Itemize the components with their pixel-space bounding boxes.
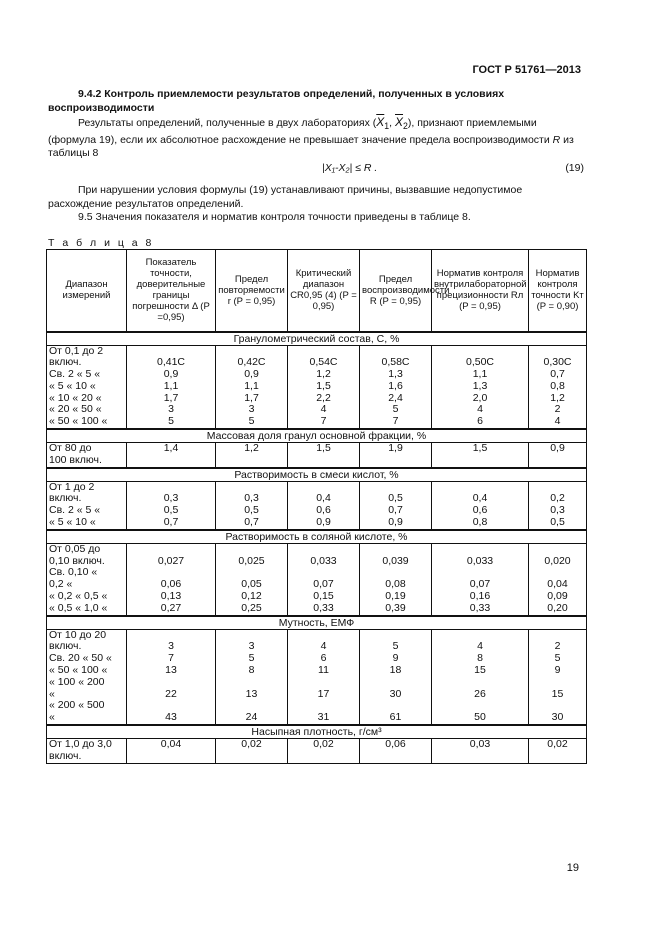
value-line: 0,5 xyxy=(550,516,565,529)
x2-symbol: $\overline{X}$ xyxy=(395,115,404,129)
value-line: 0,6 xyxy=(472,504,488,517)
range-line: « 5 « 10 « xyxy=(49,516,96,529)
value-line: 0,4 xyxy=(472,492,488,505)
value-line: 8 xyxy=(477,652,483,665)
group-title: Гранулометрический состав, С, % xyxy=(47,332,587,346)
value-line xyxy=(531,544,584,556)
value-line: 13 xyxy=(245,687,258,700)
header-reproducibility: Предел воспроизводимости R (P = 0,95) xyxy=(360,250,432,332)
value-line: 0,06 xyxy=(385,738,406,751)
range-line: Св. 0,10 « xyxy=(49,566,98,579)
value-line xyxy=(434,544,526,556)
value-cell xyxy=(288,543,360,615)
value-line: 30 xyxy=(389,687,402,700)
value-line: 0,12 xyxy=(241,590,262,603)
value-line: 0,41С xyxy=(156,356,186,369)
group-values-row xyxy=(47,481,587,530)
value-line: 0,58С xyxy=(381,356,410,369)
value-line: 0,16 xyxy=(469,590,491,603)
value-line: 1,3 xyxy=(388,368,403,381)
value-cell xyxy=(529,345,587,429)
value-line: 0,9 xyxy=(550,442,565,455)
value-line: 0,39 xyxy=(385,601,406,614)
value-line: 7 xyxy=(320,415,327,428)
value-cell xyxy=(216,739,288,764)
value-line: 15 xyxy=(474,664,486,677)
group-header-row xyxy=(47,332,587,346)
value-line: 1,1 xyxy=(472,368,488,381)
value-line: 0,2 xyxy=(550,492,565,505)
section-9-4-2-paragraph: Результаты определений, полученные в двух лабораториях ($\overline{X}_1$, $\overline{X}_2$), признают приемлемыми (формула 19), если их абсолютное расхождение не превышает значение предела воспроизводимости R из таблицы 8 xyxy=(48,115,574,160)
value-line: 15 xyxy=(551,687,564,700)
value-cell xyxy=(360,345,432,429)
value-line: 0,7 xyxy=(550,368,565,381)
value-line: 1,9 xyxy=(388,442,403,455)
value-line: 6 xyxy=(477,415,483,428)
group-values-row xyxy=(47,543,587,615)
header-repeatability: Предел повторяемости r (P = 0,95) xyxy=(216,250,288,332)
value-line: 0,9 xyxy=(244,368,259,381)
value-line: 0,3 xyxy=(163,492,179,505)
value-cell xyxy=(529,443,587,468)
value-line: 0,42С xyxy=(237,356,266,369)
x2-subscript: 2 xyxy=(403,121,408,132)
value-cell xyxy=(216,443,288,468)
value-line: 0,09 xyxy=(547,590,568,603)
value-line: 18 xyxy=(389,664,402,677)
value-line: 17 xyxy=(317,687,330,700)
value-line: 1,4 xyxy=(163,442,179,455)
value-line: 5 xyxy=(554,652,561,665)
group-values-row xyxy=(47,345,587,429)
value-line: 0,33 xyxy=(313,601,334,614)
value-line: 0,04 xyxy=(160,738,182,751)
value-line: 5 xyxy=(248,415,255,428)
x1-symbol: $\overline{X}$ xyxy=(376,115,385,129)
value-line: 5 xyxy=(392,403,399,416)
value-line: 0,19 xyxy=(385,590,406,603)
value-line: 0,20 xyxy=(547,601,568,614)
range-line: От 80 до xyxy=(49,442,92,455)
value-cell xyxy=(360,481,432,530)
value-line: 7 xyxy=(392,415,399,428)
range-line: От 1,0 до 3,0 xyxy=(49,738,112,751)
value-line: 1,5 xyxy=(472,442,488,455)
value-line: 0,27 xyxy=(160,601,182,614)
value-line: 1,5 xyxy=(316,379,331,392)
value-cell xyxy=(216,481,288,530)
value-cell xyxy=(529,629,587,725)
value-line: 3 xyxy=(248,403,255,416)
range-cell xyxy=(47,543,127,615)
value-cell xyxy=(432,345,529,429)
value-cell xyxy=(216,543,288,615)
paragraph-text-a: Результаты определений, полученные в двух лабораториях ( xyxy=(78,117,377,129)
value-line: 1,7 xyxy=(244,391,259,404)
table-8 xyxy=(46,249,587,764)
value-line: 0,033 xyxy=(466,554,494,567)
value-line: 0,08 xyxy=(385,578,406,591)
group-values-row xyxy=(47,629,587,725)
value-line: 5 xyxy=(248,652,255,665)
value-line: 2 xyxy=(554,403,561,416)
group-title: Растворимость в смеси кислот, % xyxy=(47,468,587,482)
range-line: « 50 « 100 « xyxy=(49,664,108,677)
value-cell xyxy=(432,629,529,725)
value-line xyxy=(531,677,584,689)
value-cell xyxy=(127,629,216,725)
value-cell xyxy=(360,629,432,725)
value-line xyxy=(362,677,429,689)
value-cell xyxy=(432,481,529,530)
value-cell xyxy=(529,481,587,530)
range-line: 0,2 « xyxy=(49,578,73,591)
value-cell xyxy=(432,739,529,764)
value-line: 5 xyxy=(392,640,399,653)
value-cell xyxy=(288,481,360,530)
value-line: 8 xyxy=(248,664,255,677)
range-cell xyxy=(47,443,127,468)
value-line: 0,3 xyxy=(550,504,565,517)
value-cell xyxy=(529,543,587,615)
range-cell xyxy=(47,739,127,764)
header-accuracy-control: Норматив контроля точности Kт (P = 0,90) xyxy=(529,250,587,332)
value-line: 0,50С xyxy=(465,356,495,369)
value-line: 31 xyxy=(317,711,330,724)
r-symbol: R xyxy=(552,133,561,146)
value-line: 2,2 xyxy=(316,391,331,404)
value-line: 0,027 xyxy=(157,554,185,567)
range-line: « 20 « 50 « xyxy=(49,403,102,416)
value-line: 0,54С xyxy=(309,356,338,369)
x1-subscript: 1 xyxy=(384,121,390,132)
value-line: 1,5 xyxy=(316,442,331,455)
value-line: 0,02 xyxy=(313,738,334,751)
value-line: 5 xyxy=(168,415,174,428)
group-title: Мутность, ЕМФ xyxy=(47,616,587,630)
paragraph-text-b: ), признают приемлемыми (формула 19), если их абсолютное расхождение не превышает значение предела воспроизводимости xyxy=(48,117,550,146)
value-line: 2,0 xyxy=(472,391,488,404)
value-line: 0,5 xyxy=(388,492,403,505)
range-line: включ. xyxy=(49,492,82,505)
value-line: 1,2 xyxy=(550,391,565,404)
value-line: 1,2 xyxy=(244,442,259,455)
range-line: включ. xyxy=(49,356,82,369)
value-line: 4 xyxy=(320,403,327,416)
group-header-row xyxy=(47,725,587,739)
value-line: 1,3 xyxy=(472,379,488,392)
value-line: 7 xyxy=(168,652,174,665)
value-line: 0,13 xyxy=(160,590,182,603)
range-line: « 50 « 100 « xyxy=(49,415,108,428)
formula-number: (19) xyxy=(565,162,584,174)
value-line: 1,2 xyxy=(316,368,331,381)
range-line: « 0,5 « 1,0 « xyxy=(49,601,108,614)
value-cell xyxy=(360,739,432,764)
value-line: 2 xyxy=(554,640,561,653)
value-line: 13 xyxy=(165,664,177,677)
range-cell xyxy=(47,481,127,530)
value-line: 9 xyxy=(554,664,561,677)
value-line xyxy=(218,677,285,689)
group-header-row xyxy=(47,616,587,630)
value-line xyxy=(434,677,526,689)
value-line: 0,9 xyxy=(388,516,403,529)
header-critical-range: Критический диапазон CR0,95 (4) (P = 0,95) xyxy=(288,250,360,332)
value-cell xyxy=(127,739,216,764)
range-line: « xyxy=(49,711,55,724)
value-line xyxy=(290,677,357,689)
value-line: 30 xyxy=(551,711,564,724)
range-line: Св. 20 « 50 « xyxy=(49,652,112,665)
value-line: 0,30С xyxy=(543,356,572,369)
value-line: 0,06 xyxy=(160,578,182,591)
value-cell xyxy=(127,345,216,429)
value-cell xyxy=(360,543,432,615)
value-line xyxy=(362,544,429,556)
group-title: Насыпная плотность, г/см³ xyxy=(47,725,587,739)
value-cell xyxy=(127,543,216,615)
value-cell xyxy=(127,443,216,468)
document-header: ГОСТ Р 51761—2013 xyxy=(472,64,581,76)
value-line: 3 xyxy=(248,640,255,653)
value-cell xyxy=(216,629,288,725)
value-line xyxy=(129,544,213,556)
value-line: 0,07 xyxy=(469,578,491,591)
value-line: 0,04 xyxy=(547,578,568,591)
value-cell xyxy=(288,739,360,764)
range-line: От 10 до 20 xyxy=(49,628,107,641)
header-range: Диапазон измерений xyxy=(47,250,127,332)
value-line: 24 xyxy=(245,711,258,724)
value-line: 1,7 xyxy=(163,391,179,404)
value-cell xyxy=(288,629,360,725)
value-cell xyxy=(288,443,360,468)
value-line: 0,07 xyxy=(313,578,334,591)
value-line: 0,7 xyxy=(388,504,403,517)
section-9-4-2-paragraph-2: При нарушении условия формулы (19) устанавливают причины, вызвавшие недопустимое расхождение результатов определений. xyxy=(48,184,523,210)
range-line: Св. 2 « 5 « xyxy=(49,504,101,517)
group-title: Массовая доля гранул основной фракции, % xyxy=(47,429,587,443)
group-header-row xyxy=(47,468,587,482)
value-cell xyxy=(127,481,216,530)
range-line: включ. xyxy=(49,640,82,653)
value-line: 3 xyxy=(168,403,174,416)
value-line: 0,4 xyxy=(316,492,331,505)
value-line: 0,025 xyxy=(238,554,265,567)
value-line: 0,033 xyxy=(310,554,337,567)
value-cell xyxy=(216,345,288,429)
value-line xyxy=(290,544,357,556)
range-line: включ. xyxy=(49,749,82,762)
value-line: 0,3 xyxy=(244,492,259,505)
group-values-row xyxy=(47,739,587,764)
value-line: 0,02 xyxy=(547,738,568,751)
range-line: 0,10 включ. xyxy=(49,554,105,567)
value-line: 50 xyxy=(474,711,486,724)
range-line: « 10 « 20 « xyxy=(49,391,102,404)
formula-19: |X₁-X₂| ≤ R . xyxy=(322,162,378,174)
range-line: От 1 до 2 xyxy=(49,480,95,493)
value-line: 1,6 xyxy=(388,379,403,392)
value-line: 6 xyxy=(320,652,327,665)
value-cell xyxy=(432,443,529,468)
section-9-5-paragraph: 9.5 Значения показателя и норматив контроля точности приведены в таблице 8. xyxy=(78,211,471,223)
value-line: 0,03 xyxy=(469,738,491,751)
value-line: 0,6 xyxy=(316,504,331,517)
value-line: 4 xyxy=(477,403,483,416)
value-line: 61 xyxy=(389,711,402,724)
value-line: 0,7 xyxy=(163,516,179,529)
value-line: 2,4 xyxy=(388,391,403,404)
value-line: 4 xyxy=(320,640,327,653)
header-intralab-precision: Норматив контроля внутрилабораторной прецизионности Rл (P = 0,95) xyxy=(432,250,529,332)
value-line: 0,9 xyxy=(316,516,331,529)
range-cell xyxy=(47,629,127,725)
range-line: « xyxy=(49,687,55,700)
range-line: От 0,05 до xyxy=(49,542,101,555)
value-line: 0,02 xyxy=(241,738,262,751)
value-line: 0,5 xyxy=(244,504,259,517)
header-accuracy: Показатель точности, доверительные границы погрешности Δ (P =0,95) xyxy=(127,250,216,332)
value-line: 22 xyxy=(165,687,177,700)
value-line: 0,039 xyxy=(382,554,409,567)
paragraph-text-c: из таблицы 8 xyxy=(48,133,574,160)
value-line: 0,33 xyxy=(469,601,491,614)
value-line: 4 xyxy=(554,415,561,428)
range-line: « 5 « 10 « xyxy=(49,379,96,392)
value-line: 9 xyxy=(392,652,399,665)
value-line xyxy=(129,677,213,689)
range-line: « 200 « 500 xyxy=(49,699,105,712)
value-line: 0,15 xyxy=(313,590,334,603)
value-cell xyxy=(360,443,432,468)
range-cell xyxy=(47,345,127,429)
value-line: 0,25 xyxy=(241,601,262,614)
table-caption: Т а б л и ц а 8 xyxy=(48,237,154,249)
group-title: Растворимость в соляной кислоте, % xyxy=(47,530,587,544)
group-header-row xyxy=(47,429,587,443)
value-line: 1,1 xyxy=(244,379,259,392)
range-line: 100 включ. xyxy=(49,453,102,466)
value-line xyxy=(218,544,285,556)
value-line: 11 xyxy=(318,664,329,677)
value-line: 3 xyxy=(168,640,174,653)
value-line: 0,05 xyxy=(241,578,262,591)
group-values-row xyxy=(47,443,587,468)
range-line: « 0,2 « 0,5 « xyxy=(49,590,108,603)
range-line: « 100 « 200 xyxy=(49,675,105,688)
value-line: 0,9 xyxy=(163,368,179,381)
value-cell xyxy=(288,345,360,429)
value-line: 0,8 xyxy=(550,379,565,392)
value-line: 1,1 xyxy=(163,379,179,392)
value-line: 43 xyxy=(165,711,177,724)
value-line: 0,020 xyxy=(544,554,571,567)
page-number: 19 xyxy=(566,862,579,874)
group-header-row xyxy=(47,530,587,544)
value-line: 0,8 xyxy=(472,516,488,529)
value-line: 4 xyxy=(477,640,483,653)
value-line: 0,5 xyxy=(163,504,179,517)
value-line: 26 xyxy=(474,687,486,700)
range-line: От 0,1 до 2 xyxy=(49,344,104,357)
range-line: Св. 2 « 5 « xyxy=(49,368,101,381)
value-line: 0,7 xyxy=(244,516,259,529)
section-9-4-2-title: 9.4.2 Контроль приемлемости результатов определений, полученных в условиях воспроизводимости xyxy=(48,88,505,114)
value-cell xyxy=(529,739,587,764)
value-cell xyxy=(432,543,529,615)
